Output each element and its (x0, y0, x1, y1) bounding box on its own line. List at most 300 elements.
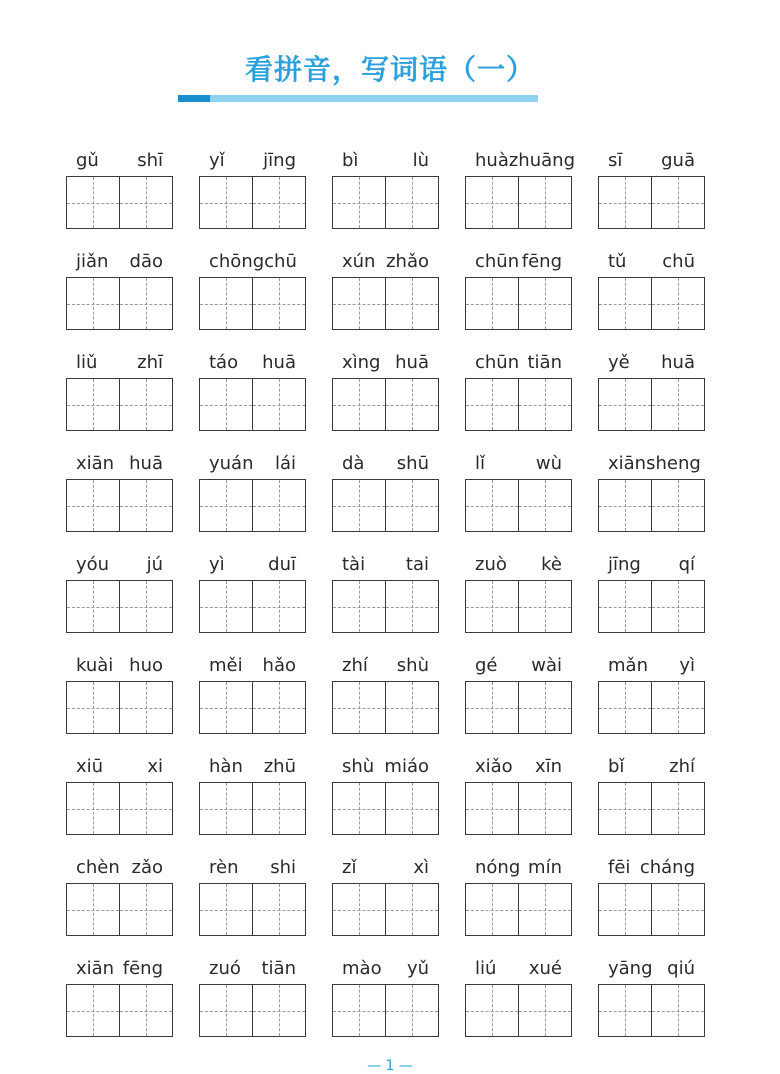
pinyin-label (332, 851, 439, 883)
pinyin-syllable: xiū (76, 756, 104, 777)
title-underline (178, 95, 538, 102)
pinyin-syllable: zhí (342, 655, 368, 676)
word-grid (66, 144, 706, 1037)
writing-boxes (66, 782, 173, 835)
tianzige-box[interactable] (67, 480, 119, 531)
pinyin-label (598, 649, 705, 681)
word-item (598, 144, 705, 229)
writing-boxes (199, 782, 306, 835)
pinyin-syllable: zhǎo (386, 251, 429, 272)
pinyin-syllable: chūn (475, 352, 520, 373)
word-item (465, 245, 572, 330)
tianzige-box[interactable] (200, 884, 252, 935)
writing-boxes (66, 479, 173, 532)
pinyin-syllable: mào (342, 958, 382, 979)
pinyin-syllable: hàn (209, 756, 243, 777)
tianzige-box[interactable] (333, 480, 385, 531)
pinyin-label (66, 144, 173, 176)
word-item (332, 245, 439, 330)
tianzige-box[interactable] (200, 682, 252, 733)
writing-boxes (66, 681, 173, 734)
pinyin-syllable: duī (268, 554, 296, 575)
pinyin-syllable: fēng (122, 958, 163, 979)
pinyin-syllable: chōng (209, 251, 265, 272)
tianzige-box[interactable] (518, 379, 571, 430)
pinyin-syllable: xì (413, 857, 429, 878)
word-item (66, 750, 173, 835)
tianzige-box[interactable] (252, 177, 305, 228)
tianzige-box[interactable] (599, 985, 651, 1036)
pinyin-label (332, 447, 439, 479)
tianzige-box[interactable] (67, 278, 119, 329)
writing-boxes (332, 277, 439, 330)
pinyin-syllable: fēi (608, 857, 631, 878)
word-item (199, 851, 306, 936)
pinyin-syllable: yǐ (209, 150, 225, 171)
writing-boxes (199, 277, 306, 330)
pinyin-syllable: gé (475, 655, 498, 676)
writing-boxes (332, 176, 439, 229)
tianzige-box[interactable] (333, 379, 385, 430)
pinyin-syllable: dà (342, 453, 365, 474)
pinyin-syllable: cháng (639, 857, 695, 878)
word-item (332, 144, 439, 229)
pinyin-label (66, 750, 173, 782)
tianzige-box[interactable] (385, 682, 438, 733)
pinyin-syllable: yāng (608, 958, 653, 979)
pinyin-label (66, 447, 173, 479)
tianzige-box[interactable] (252, 379, 305, 430)
word-item (199, 952, 306, 1037)
pinyin-label (465, 649, 572, 681)
writing-boxes (598, 883, 705, 936)
tianzige-box[interactable] (119, 177, 172, 228)
pinyin-syllable: yuán (209, 453, 254, 474)
pinyin-syllable: mǎn (608, 655, 648, 676)
writing-boxes (598, 378, 705, 431)
pinyin-syllable: jiǎn (76, 251, 109, 272)
tianzige-box[interactable] (599, 783, 651, 834)
pinyin-label (199, 851, 306, 883)
pinyin-label (465, 952, 572, 984)
word-item (598, 851, 705, 936)
tianzige-box[interactable] (252, 278, 305, 329)
pinyin-syllable: yóu (76, 554, 110, 575)
tianzige-box[interactable] (252, 581, 305, 632)
tianzige-box[interactable] (651, 581, 704, 632)
pinyin-syllable: zuò (475, 554, 507, 575)
word-item (465, 346, 572, 431)
pinyin-syllable: dāo (129, 251, 163, 272)
pinyin-syllable: tai (405, 554, 429, 575)
writing-boxes (66, 883, 173, 936)
tianzige-box[interactable] (466, 379, 518, 430)
tianzige-box[interactable] (518, 783, 571, 834)
pinyin-syllable: wài (531, 655, 562, 676)
pinyin-label (66, 548, 173, 580)
word-item (332, 750, 439, 835)
writing-boxes (332, 378, 439, 431)
tianzige-box[interactable] (67, 682, 119, 733)
word-item (332, 952, 439, 1037)
pinyin-label (66, 952, 173, 984)
writing-boxes (332, 479, 439, 532)
tianzige-box[interactable] (651, 177, 704, 228)
pinyin-label (465, 447, 572, 479)
tianzige-box[interactable] (385, 480, 438, 531)
pinyin-label (199, 750, 306, 782)
pinyin-label (465, 144, 575, 176)
writing-boxes (465, 479, 572, 532)
pinyin-label (66, 649, 173, 681)
word-item (465, 952, 572, 1037)
tianzige-box[interactable] (200, 783, 252, 834)
writing-boxes (598, 176, 705, 229)
pinyin-syllable: miáo (384, 756, 429, 777)
pinyin-syllable: měi (209, 655, 243, 676)
tianzige-box[interactable] (385, 278, 438, 329)
tianzige-box[interactable] (651, 480, 704, 531)
tianzige-box[interactable] (119, 278, 172, 329)
word-item (199, 750, 306, 835)
pinyin-syllable: kuài (76, 655, 114, 676)
pinyin-syllable: chèn (76, 857, 120, 878)
word-item (598, 245, 705, 330)
tianzige-box[interactable] (518, 682, 571, 733)
tianzige-box[interactable] (385, 177, 438, 228)
pinyin-syllable: hǎo (262, 655, 296, 676)
tianzige-box[interactable] (599, 379, 651, 430)
word-item (199, 245, 306, 330)
tianzige-box[interactable] (651, 379, 704, 430)
pinyin-label (598, 245, 705, 277)
tianzige-box[interactable] (119, 783, 172, 834)
tianzige-box[interactable] (651, 682, 704, 733)
tianzige-box[interactable] (651, 278, 704, 329)
pinyin-syllable: xīn (534, 756, 562, 777)
tianzige-box[interactable] (200, 480, 252, 531)
title-underline-accent (178, 95, 210, 102)
word-item (332, 447, 439, 532)
pinyin-label (199, 447, 306, 479)
pinyin-syllable: zuó (209, 958, 241, 979)
word-item (66, 952, 173, 1037)
pinyin-syllable: sheng (646, 453, 701, 474)
writing-boxes (598, 681, 705, 734)
pinyin-label (465, 245, 572, 277)
tianzige-box[interactable] (67, 783, 119, 834)
tianzige-box[interactable] (119, 581, 172, 632)
word-item (598, 750, 705, 835)
pinyin-syllable: shī (137, 150, 163, 171)
writing-boxes (66, 984, 173, 1037)
pinyin-label (199, 346, 306, 378)
pinyin-label (332, 952, 439, 984)
tianzige-box[interactable] (252, 985, 305, 1036)
tianzige-box[interactable] (67, 379, 119, 430)
pinyin-syllable: chū (662, 251, 695, 272)
pinyin-label (598, 346, 705, 378)
tianzige-box[interactable] (67, 884, 119, 935)
tianzige-box[interactable] (385, 783, 438, 834)
pinyin-syllable: sī (608, 150, 623, 171)
tianzige-box[interactable] (599, 177, 651, 228)
tianzige-box[interactable] (599, 581, 651, 632)
pinyin-label (465, 750, 572, 782)
writing-boxes (199, 883, 306, 936)
pinyin-label (598, 144, 705, 176)
tianzige-box[interactable] (67, 985, 119, 1036)
writing-boxes (199, 378, 306, 431)
tianzige-box[interactable] (200, 278, 252, 329)
tianzige-box[interactable] (333, 783, 385, 834)
writing-boxes (465, 580, 572, 633)
word-item (66, 548, 173, 633)
pinyin-label (66, 346, 173, 378)
writing-boxes (66, 176, 173, 229)
pinyin-syllable: fēng (521, 251, 562, 272)
tianzige-box[interactable] (119, 682, 172, 733)
tianzige-box[interactable] (599, 682, 651, 733)
pinyin-syllable: xué (528, 958, 562, 979)
tianzige-box[interactable] (333, 985, 385, 1036)
tianzige-box[interactable] (599, 480, 651, 531)
tianzige-box[interactable] (119, 379, 172, 430)
tianzige-box[interactable] (466, 480, 518, 531)
writing-boxes (66, 277, 173, 330)
pinyin-syllable: huā (129, 453, 163, 474)
pinyin-syllable: nóng (475, 857, 521, 878)
tianzige-box[interactable] (599, 884, 651, 935)
pinyin-syllable: zhí (669, 756, 695, 777)
pinyin-syllable: shù (342, 756, 375, 777)
pinyin-syllable: huā (395, 352, 429, 373)
tianzige-box[interactable] (651, 884, 704, 935)
tianzige-box[interactable] (252, 480, 305, 531)
writing-boxes (598, 580, 705, 633)
pinyin-syllable: kè (541, 554, 562, 575)
writing-boxes (332, 580, 439, 633)
tianzige-box[interactable] (333, 581, 385, 632)
writing-boxes (598, 277, 705, 330)
word-item (465, 548, 572, 633)
pinyin-label (199, 548, 306, 580)
tianzige-box[interactable] (466, 884, 518, 935)
pinyin-syllable: tài (342, 554, 366, 575)
pinyin-label (332, 548, 439, 580)
tianzige-box[interactable] (252, 783, 305, 834)
pinyin-syllable: xìng (342, 352, 381, 373)
pinyin-syllable: shi (270, 857, 296, 878)
word-item (332, 346, 439, 431)
pinyin-syllable: guā (661, 150, 695, 171)
pinyin-syllable: bǐ (608, 756, 625, 777)
pinyin-label (465, 346, 572, 378)
writing-boxes (199, 479, 306, 532)
word-item (66, 346, 173, 431)
pinyin-syllable: tiān (527, 352, 562, 373)
tianzige-box[interactable] (518, 985, 571, 1036)
pinyin-syllable: xiān (608, 453, 647, 474)
tianzige-box[interactable] (466, 581, 518, 632)
pinyin-syllable: xún (342, 251, 376, 272)
pinyin-label (199, 144, 306, 176)
tianzige-box[interactable] (518, 480, 571, 531)
pinyin-label (598, 548, 705, 580)
word-item (332, 649, 439, 734)
pinyin-label (199, 952, 306, 984)
writing-boxes (66, 378, 173, 431)
word-item (465, 851, 572, 936)
word-item (465, 447, 572, 532)
pinyin-label (465, 548, 572, 580)
writing-boxes (199, 580, 306, 633)
writing-boxes (598, 479, 705, 532)
tianzige-box[interactable] (518, 884, 571, 935)
tianzige-box[interactable] (385, 581, 438, 632)
word-item (199, 649, 306, 734)
pinyin-label (332, 750, 439, 782)
writing-boxes (332, 883, 439, 936)
pinyin-syllable: yě (608, 352, 630, 373)
pinyin-syllable: jīng (608, 554, 641, 575)
pinyin-syllable: xiān (76, 453, 115, 474)
word-item (598, 952, 705, 1037)
pinyin-syllable: zhī (137, 352, 163, 373)
word-item (66, 649, 173, 734)
pinyin-syllable: liú (475, 958, 497, 979)
pinyin-label (66, 245, 173, 277)
word-item (199, 548, 306, 633)
word-item (66, 447, 173, 532)
pinyin-syllable: qí (678, 554, 695, 575)
word-item (598, 346, 705, 431)
pinyin-label (199, 649, 306, 681)
writing-boxes (199, 681, 306, 734)
tianzige-box[interactable] (651, 783, 704, 834)
pinyin-syllable: qiú (667, 958, 695, 979)
tianzige-box[interactable] (252, 884, 305, 935)
word-item (598, 548, 705, 633)
tianzige-box[interactable] (466, 278, 518, 329)
pinyin-syllable: chū (264, 251, 297, 272)
pinyin-syllable: yì (209, 554, 225, 575)
pinyin-syllable: huā (262, 352, 296, 373)
pinyin-syllable: tiān (261, 958, 296, 979)
pinyin-label (66, 851, 173, 883)
tianzige-box[interactable] (333, 682, 385, 733)
writing-boxes (598, 782, 705, 835)
tianzige-box[interactable] (518, 278, 571, 329)
tianzige-box[interactable] (119, 480, 172, 531)
word-item (332, 548, 439, 633)
pinyin-syllable: xi (147, 756, 163, 777)
tianzige-box[interactable] (385, 985, 438, 1036)
tianzige-box[interactable] (67, 177, 119, 228)
writing-boxes (465, 883, 572, 936)
tianzige-box[interactable] (466, 985, 518, 1036)
pinyin-syllable: lǐ (475, 453, 486, 474)
pinyin-syllable: yì (679, 655, 695, 676)
pinyin-syllable: huā (661, 352, 695, 373)
writing-boxes (199, 176, 306, 229)
tianzige-box[interactable] (466, 783, 518, 834)
tianzige-box[interactable] (119, 985, 172, 1036)
tianzige-box[interactable] (599, 278, 651, 329)
word-item (66, 851, 173, 936)
tianzige-box[interactable] (200, 177, 252, 228)
pinyin-syllable: yǔ (406, 958, 429, 979)
pinyin-syllable: zhuāng (508, 150, 575, 171)
page-number: — 1 — (367, 1058, 413, 1074)
pinyin-label (199, 245, 306, 277)
tianzige-box[interactable] (67, 581, 119, 632)
word-item (199, 447, 306, 532)
tianzige-box[interactable] (385, 379, 438, 430)
pinyin-syllable: táo (209, 352, 239, 373)
writing-boxes (598, 984, 705, 1037)
word-item (66, 245, 173, 330)
pinyin-syllable: xiǎo (475, 756, 513, 777)
pinyin-label (598, 750, 705, 782)
word-item (332, 851, 439, 936)
word-item (465, 649, 572, 734)
writing-boxes (465, 681, 572, 734)
pinyin-label (465, 851, 572, 883)
word-item (199, 346, 306, 431)
writing-boxes (465, 984, 572, 1037)
writing-boxes (66, 580, 173, 633)
tianzige-box[interactable] (518, 177, 571, 228)
tianzige-box[interactable] (385, 884, 438, 935)
tianzige-box[interactable] (466, 177, 518, 228)
tianzige-box[interactable] (200, 985, 252, 1036)
word-item (66, 144, 173, 229)
pinyin-syllable: huà (475, 150, 509, 171)
word-item (465, 750, 572, 835)
word-item (199, 144, 306, 229)
pinyin-syllable: xiān (76, 958, 115, 979)
writing-boxes (332, 681, 439, 734)
pinyin-label (332, 245, 439, 277)
tianzige-box[interactable] (518, 581, 571, 632)
pinyin-syllable: tǔ (608, 251, 627, 272)
tianzige-box[interactable] (333, 278, 385, 329)
writing-boxes (332, 782, 439, 835)
pinyin-syllable: zǐ (342, 857, 357, 878)
tianzige-box[interactable] (200, 581, 252, 632)
tianzige-box[interactable] (333, 177, 385, 228)
pinyin-syllable: zhū (263, 756, 296, 777)
pinyin-syllable: lù (412, 150, 429, 171)
pinyin-syllable: shū (396, 453, 429, 474)
tianzige-box[interactable] (252, 682, 305, 733)
pinyin-syllable: huo (129, 655, 163, 676)
tianzige-box[interactable] (119, 884, 172, 935)
tianzige-box[interactable] (651, 985, 704, 1036)
writing-boxes (465, 378, 572, 431)
writing-boxes (465, 176, 572, 229)
writing-boxes (465, 277, 572, 330)
tianzige-box[interactable] (466, 682, 518, 733)
tianzige-box[interactable] (200, 379, 252, 430)
pinyin-syllable: liǔ (76, 352, 98, 373)
pinyin-syllable: rèn (209, 857, 239, 878)
pinyin-label (598, 952, 705, 984)
pinyin-label (598, 447, 705, 479)
tianzige-box[interactable] (333, 884, 385, 935)
pinyin-syllable: bì (342, 150, 359, 171)
